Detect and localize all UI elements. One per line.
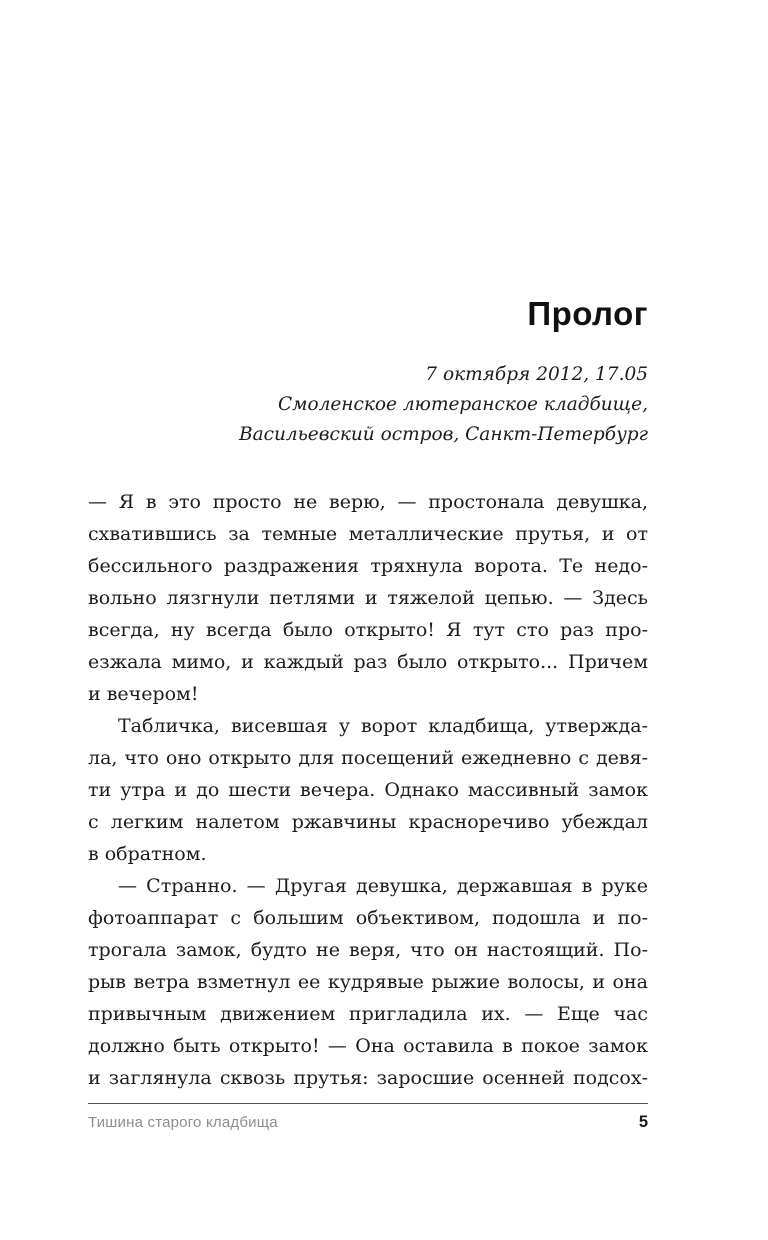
- dateline: [88, 360, 648, 450]
- text-line: рыв ветра взметнул ее кудрявые рыжие волосы, и она: [88, 971, 648, 993]
- text-line: всегда, ну всегда было открыто! Я тут сто раз про-: [88, 619, 648, 641]
- page-content: [88, 0, 648, 1094]
- text-line: должно быть открыто! — Она оставила в покое замок: [88, 1035, 648, 1057]
- paragraph: [88, 870, 648, 1094]
- text-line: ти утра и до шести вечера. Однако массивный замок: [88, 779, 648, 801]
- text-line: в обратном.: [88, 843, 207, 865]
- text-line: и вечером!: [88, 683, 199, 705]
- text-line: Табличка, висевшая у ворот кладбища, утвержда-: [118, 715, 648, 737]
- text-line: — Я в это просто не верю, — простонала девушка,: [88, 491, 648, 513]
- text-line: с легким налетом ржавчины красноречиво убеждал: [88, 811, 648, 833]
- text-line: — Странно. — Другая девушка, державшая в руке: [118, 875, 648, 897]
- dateline-line: Васильевский остров, Санкт-Петербург: [239, 424, 648, 445]
- text-line: езжала мимо, и каждый раз было открыто... Причем: [88, 651, 648, 673]
- text-line: и заглянула сквозь прутья: заросшие осенней подсох-: [88, 1067, 648, 1089]
- chapter-heading: Пролог: [527, 295, 648, 332]
- paragraph: [88, 710, 648, 870]
- text-line: ла, что оно открыто для посещений ежедневно с девя-: [88, 747, 648, 769]
- text-line: привычным движением пригладила их. — Еще час: [88, 1003, 648, 1025]
- text-line: фотоаппарат с большим объективом, подошла и по-: [88, 907, 648, 929]
- body-text: [88, 486, 648, 1094]
- dateline-line: 7 октября 2012, 17.05: [425, 364, 648, 385]
- text-line: трогала замок, будто не веря, что он настоящий. По-: [88, 939, 648, 961]
- running-footer: [88, 1103, 648, 1132]
- text-line: вольно лязгнули петлями и тяжелой цепью. — Здесь: [88, 587, 648, 609]
- dateline-line: Смоленское лютеранское кладбище,: [277, 394, 648, 415]
- running-footer-title: Тишина старого кладбища: [88, 1114, 278, 1131]
- text-line: бессильного раздражения тряхнула ворота. Те недо-: [88, 555, 648, 577]
- text-line: схватившись за темные металлические прутья, и от: [88, 523, 648, 545]
- page-number: 5: [638, 1113, 648, 1131]
- paragraph: [88, 486, 648, 710]
